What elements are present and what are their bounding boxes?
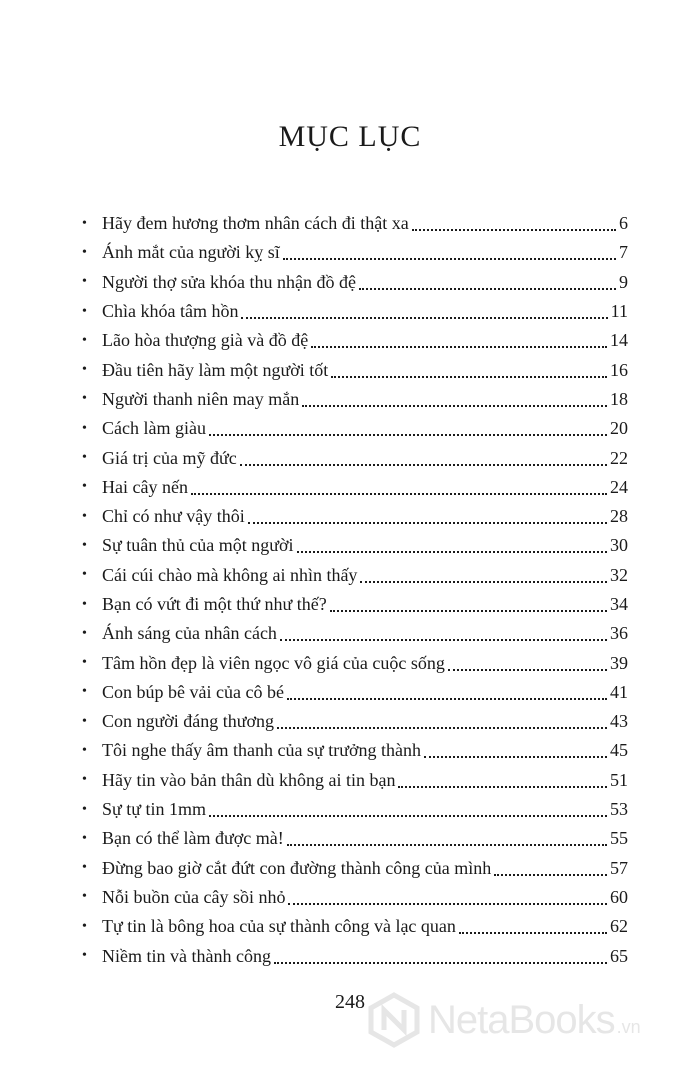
toc-entry-page: 28 [610, 506, 628, 527]
toc-entry[interactable] [82, 736, 628, 765]
toc-entry-title: Tự tin là bông hoa của sự thành công và lạc quan [102, 916, 456, 937]
toc-entry-title: Niềm tin và thành công [102, 945, 271, 966]
toc-entry-page: 30 [610, 535, 628, 556]
bullet-icon: • [82, 772, 87, 788]
toc-entry-title: Chỉ có như vậy thôi [102, 506, 245, 527]
toc-entry-page: 55 [610, 828, 628, 849]
toc-entry-title: Tôi nghe thấy âm thanh của sự trưởng thành [102, 740, 421, 761]
bullet-icon: • [82, 713, 87, 729]
toc-entry-page: 51 [610, 769, 628, 790]
page-title: MỤC LỤC [278, 120, 422, 153]
bullet-icon: • [82, 537, 87, 553]
toc-entry-page: 62 [610, 916, 628, 937]
toc-entry-title: Cái cúi chào mà không ai nhìn thấy [102, 564, 358, 585]
watermark-suffix: .vn [616, 1017, 641, 1037]
toc-entry-title: Con búp bê vải của cô bé [102, 681, 284, 702]
bullet-icon: • [82, 215, 87, 231]
dot-leader [287, 697, 607, 700]
toc-entry[interactable] [82, 619, 628, 648]
toc-entry[interactable] [82, 941, 628, 970]
bullet-icon: • [82, 830, 87, 846]
toc-entry-page: 6 [619, 213, 628, 234]
toc-entry-page: 41 [610, 681, 628, 702]
toc-entry-page: 7 [619, 242, 628, 263]
toc-entry-page: 34 [610, 594, 628, 614]
toc-entry-title: Cách làm giàu [102, 418, 206, 439]
dot-leader [209, 433, 607, 436]
toc-entry[interactable] [82, 443, 628, 472]
toc-entry[interactable] [82, 238, 628, 267]
toc-entry-title: Tâm hồn đẹp là viên ngọc vô giá của cuộc sống [102, 652, 445, 673]
page-number: 248 [335, 991, 365, 1013]
dot-leader [331, 375, 607, 378]
netabooks-logo-icon [366, 992, 422, 1048]
dot-leader [412, 228, 616, 231]
toc-entry-title: Hai cây nến [102, 476, 188, 497]
toc-entry-page: 9 [619, 271, 628, 292]
dot-leader [277, 726, 607, 729]
dot-leader [494, 873, 607, 876]
toc-entry-title: Người thanh niên may mắn [102, 388, 300, 409]
dot-leader [424, 755, 607, 758]
toc-entry-title: Bạn có thể làm được mà! [102, 828, 284, 849]
toc-entry-page: 32 [610, 564, 628, 585]
bullet-icon: • [82, 655, 87, 671]
bullet-icon: • [82, 274, 87, 290]
toc-entry[interactable] [82, 473, 628, 502]
toc-entry[interactable] [82, 912, 628, 941]
dot-leader [283, 257, 616, 260]
toc-entry-page: 65 [610, 945, 628, 966]
dot-leader [398, 785, 607, 788]
bullet-icon: • [82, 625, 87, 641]
dot-leader [191, 492, 607, 495]
toc-entry-title: Chìa khóa tâm hồn [102, 301, 239, 322]
bullet-icon: • [82, 244, 87, 260]
toc-entry-title: Giá trị của mỹ đức [102, 447, 237, 468]
toc-entry-title: Bạn có vứt đi một thứ như thế? [102, 594, 327, 614]
bullet-icon: • [82, 596, 87, 612]
toc-entry-page: 60 [610, 886, 628, 907]
toc-entry-page: 18 [610, 388, 628, 409]
toc-entry-title: Hãy tin vào bản thân dù không ai tin bạn [102, 769, 396, 790]
toc-entry-page: 24 [610, 476, 628, 497]
watermark [366, 990, 641, 1050]
bullet-icon: • [82, 918, 87, 934]
dot-leader [280, 638, 607, 641]
bullet-icon: • [82, 860, 87, 876]
watermark-text: NetaBooks [428, 997, 615, 1042]
toc-entry[interactable] [82, 707, 628, 736]
toc-entry-title: Đầu tiên hãy làm một người tốt [102, 359, 329, 380]
toc-entry-title: Ánh sáng của nhân cách [102, 623, 277, 644]
dot-leader [359, 287, 616, 290]
bullet-icon: • [82, 567, 87, 583]
toc-entry[interactable] [82, 414, 628, 443]
dot-leader [248, 521, 607, 524]
bullet-icon: • [82, 391, 87, 407]
toc-entry-page: 11 [610, 301, 628, 322]
bullet-icon: • [82, 420, 87, 436]
dot-leader [274, 961, 607, 964]
bullet-icon: • [82, 508, 87, 524]
toc-entry-title: Người thợ sửa khóa thu nhận đồ đệ [102, 271, 357, 292]
bullet-icon: • [82, 889, 87, 905]
toc-entry-page: 22 [610, 447, 628, 468]
table-of-contents [82, 209, 628, 971]
toc-entry-page: 14 [610, 330, 628, 351]
toc-entry[interactable] [82, 854, 628, 883]
dot-leader [297, 550, 607, 553]
toc-entry[interactable] [82, 795, 628, 824]
dot-leader [240, 463, 607, 466]
dot-leader [288, 902, 607, 905]
dot-leader [330, 609, 607, 612]
toc-entry-page: 57 [610, 857, 628, 878]
dot-leader [360, 580, 607, 583]
toc-entry-title: Đừng bao giờ cắt đứt con đường thành công của mình [102, 857, 492, 878]
bullet-icon: • [82, 742, 87, 758]
toc-entry-page: 53 [610, 799, 628, 820]
dot-leader [448, 668, 607, 671]
toc-entry-title: Sự tự tin 1mm [102, 799, 207, 820]
bullet-icon: • [82, 948, 87, 964]
toc-entry[interactable] [82, 268, 628, 297]
dot-leader [209, 814, 607, 817]
toc-entry-title: Lão hòa thượng già và đồ đệ [102, 330, 309, 351]
toc-entry-title: Ánh mắt của người kỵ sĩ [102, 242, 280, 263]
toc-entry-title: Nỗi buồn của cây sồi nhỏ [102, 886, 286, 907]
dot-leader [311, 345, 607, 348]
toc-entry[interactable] [82, 385, 628, 414]
toc-entry[interactable] [82, 355, 628, 384]
bullet-icon: • [82, 684, 87, 700]
toc-entry[interactable] [82, 326, 628, 355]
toc-entry-page: 16 [610, 359, 628, 380]
toc-entry[interactable] [82, 883, 628, 912]
bullet-icon: • [82, 362, 87, 378]
toc-entry[interactable] [82, 502, 628, 531]
bullet-icon: • [82, 801, 87, 817]
dot-leader [241, 316, 607, 319]
dot-leader [287, 843, 607, 846]
toc-entry[interactable] [82, 209, 628, 238]
toc-entry[interactable] [82, 297, 628, 326]
dot-leader [459, 931, 607, 934]
toc-entry[interactable] [82, 648, 628, 677]
toc-entry[interactable] [82, 531, 628, 560]
toc-entry-page: 39 [610, 652, 628, 673]
toc-entry-title: Hãy đem hương thơm nhân cách đi thật xa [102, 213, 409, 234]
dot-leader [302, 404, 607, 407]
toc-entry-title: Con người đáng thương [102, 711, 275, 732]
toc-entry-page: 36 [610, 623, 628, 644]
bullet-icon: • [82, 303, 87, 319]
toc-entry-page: 45 [610, 740, 628, 761]
toc-entry[interactable] [82, 824, 628, 853]
toc-entry-page: 20 [610, 418, 628, 439]
toc-entry[interactable] [82, 766, 628, 795]
toc-entry[interactable] [82, 678, 628, 707]
toc-entry-page: 43 [610, 711, 628, 732]
toc-entry[interactable] [82, 561, 628, 590]
toc-entry[interactable] [82, 590, 628, 619]
bullet-icon: • [82, 479, 87, 495]
bullet-icon: • [82, 450, 87, 466]
bullet-icon: • [82, 332, 87, 348]
toc-entry-title: Sự tuân thủ của một người [102, 535, 294, 556]
